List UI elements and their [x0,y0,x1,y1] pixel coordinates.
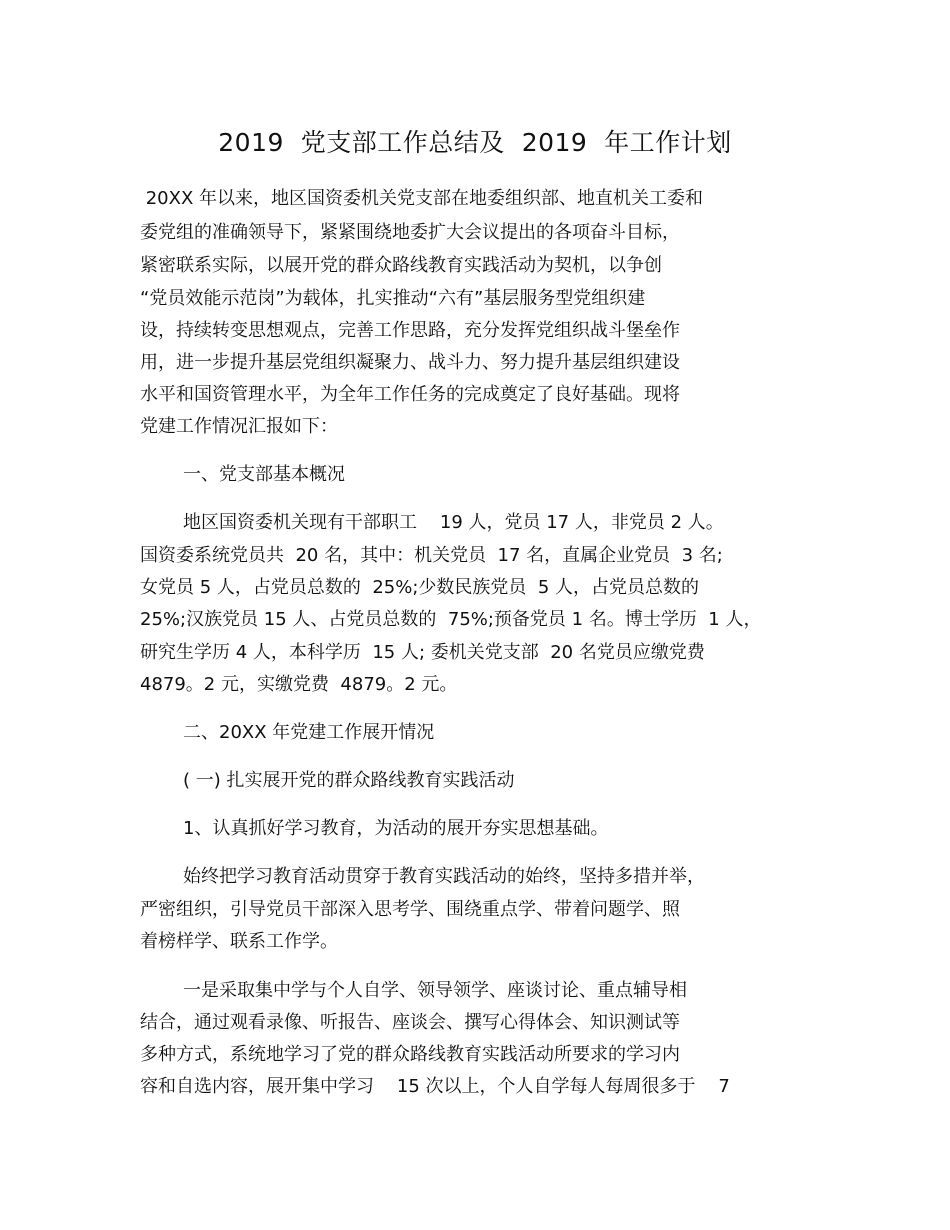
subsection-heading: ( 一) 扎实展开党的群众路线教育实践活动 [183,770,515,791]
section-heading: 一、党支部基本概况 [183,464,345,485]
item-heading: 1、认真抓好学习教育，为活动的展开夯实思想基础。 [183,818,609,839]
text-line: 结合，通过观看录像、听报告、座谈会、撰写心得体会、知识测试等 [140,1012,680,1033]
section-heading: 二、20XX 年党建工作展开情况 [183,722,435,743]
text-line: 设，持续转变思想观点，完善工作思路，充分发挥党组织战斗堡垒作 [140,320,680,341]
text-line: 用，进一步提升基层党组织凝聚力、战斗力、努力提升基层组织建设 [140,352,680,373]
text-line: 多种方式，系统地学习了党的群众路线教育实践活动所要求的学习内 [140,1044,680,1065]
text-line: 党建工作情况汇报如下： [140,416,338,437]
text-line: 着榜样学、联系工作学。 [140,931,338,952]
text-line: 20XX 年以来，地区国资委机关党支部在地委组织部、地直机关工委和 [140,188,704,209]
text-line: 始终把学习教育活动贯穿于教育实践活动的始终，坚持多措并举， [183,866,705,887]
page-title: 2019 党支部工作总结及 2019 年工作计划 [218,128,732,157]
text-line: 严密组织，引导党员干部深入思考学、围绕重点学、带着问题学、照 [140,899,680,920]
text-line: 一是采取集中学与个人自学、领导领学、座谈讨论、重点辅导相 [183,980,687,1001]
text-line: 水平和国资管理水平，为全年工作任务的完成奠定了良好基础。现将 [140,384,680,405]
text-line: 委党组的准确领导下，紧紧围绕地委扩大会议提出的各项奋斗目标， [140,222,680,243]
text-line: 研究生学历 4 人，本科学历 15 人; 委机关党支部 20 名党员应缴党费 [140,642,705,663]
text-line: 国资委系统党员共 20 名，其中：机关党员 17 名，直属企业党员 3 名; [140,545,723,566]
text-line: 4879。2 元，实缴党费 4879。2 元。 [140,674,458,695]
text-line: 女党员 5 人，占党员总数的 25%;少数民族党员 5 人，占党员总数的 [140,577,700,598]
text-line: 25%;汉族党员 15 人、占党员总数的 75%;预备党员 1 名。博士学历 1 人， [140,609,762,630]
text-line: “党员效能示范岗”为载体，扎实推动“六有”基层服务型党组织建 [140,288,646,309]
text-line: 地区国资委机关现有干部职工 19 人，党员 17 人，非党员 2 人。 [183,512,724,533]
text-line: 紧密联系实际，以展开党的群众路线教育实践活动为契机，以争创 [140,255,662,276]
text-line: 容和自选内容，展开集中学习 15 次以上，个人自学每人每周很多于 7 [140,1076,730,1097]
